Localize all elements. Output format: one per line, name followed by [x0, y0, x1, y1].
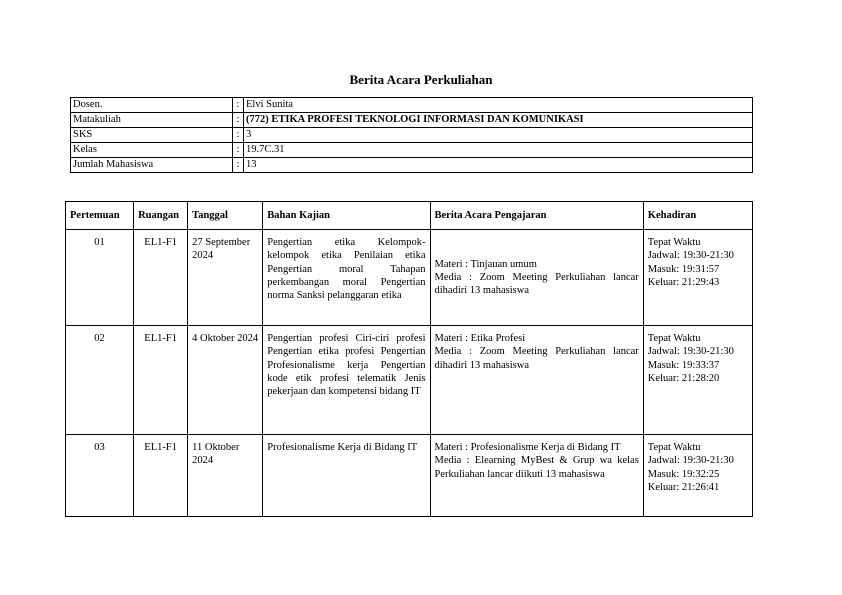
jadwal-text: Jadwal: 19:30-21:30 [647, 346, 734, 358]
materi-text: Materi : Tinjauan umum [434, 258, 537, 270]
info-value: 13 [244, 158, 753, 173]
cell-ruangan: EL1-F1 [134, 230, 188, 326]
media-text: Media : Zoom Meeting Perkuliahan lancar dihadiri 13 mahasiswa [434, 271, 639, 297]
table-row [66, 326, 753, 435]
info-label: Matakuliah [71, 113, 233, 128]
info-colon: : [233, 98, 244, 113]
table-row [66, 435, 753, 517]
jadwal-text: Jadwal: 19:30-21:30 [647, 250, 734, 262]
header-tanggal: Tanggal [188, 202, 263, 230]
materi-text: Materi : Profesionalisme Kerja di Bidang IT [434, 442, 621, 453]
info-row-dosen [71, 98, 753, 113]
info-row-sks [71, 128, 753, 143]
cell-berita-acara [430, 435, 643, 517]
header-kehadiran: Kehadiran [643, 202, 752, 230]
info-colon: : [233, 158, 244, 173]
jadwal-text: Jadwal: 19:30-21:30 [647, 455, 734, 467]
lecture-log-table [65, 201, 753, 517]
cell-pertemuan: 01 [66, 230, 134, 326]
cell-ruangan: EL1-F1 [134, 435, 188, 517]
info-row-matakuliah [71, 113, 753, 128]
keluar-text: Keluar: 21:28:20 [647, 372, 720, 384]
cell-pertemuan: 02 [66, 326, 134, 435]
info-row-jumlah-mahasiswa [71, 158, 753, 173]
page-title: Berita Acara Perkuliahan [349, 72, 493, 87]
cell-bahan-kajian: Pengertian profesi Ciri-ciri profesi Pengertian etika profesi Pengertian Profesionalisme kerja Pengertian kode etik profesi telematik Jenis pekerjaan dan kompetensi bidang IT [263, 326, 430, 435]
header-berita-acara: Berita Acara Pengajaran [430, 202, 643, 230]
keluar-text: Keluar: 21:29:43 [647, 276, 720, 288]
cell-tanggal: 4 Oktober 2024 [188, 326, 263, 435]
masuk-text: Masuk: 19:33:37 [647, 359, 720, 371]
keluar-text: Keluar: 21:26:41 [647, 481, 720, 493]
info-label: Jumlah Mahasiswa [71, 158, 233, 173]
status-text: Tepat Waktu [647, 442, 701, 453]
cell-tanggal: 11 Oktober 2024 [188, 435, 263, 517]
info-label: Dosen. [71, 98, 233, 113]
table-header-row [66, 202, 753, 230]
table-row [66, 230, 753, 326]
status-text: Tepat Waktu [647, 237, 701, 248]
info-value: 19.7C.31 [244, 143, 753, 158]
header-pertemuan: Pertemuan [66, 202, 134, 230]
info-label: Kelas [71, 143, 233, 158]
header-ruangan: Ruangan [134, 202, 188, 230]
materi-text: Materi : Etika Profesi [434, 333, 526, 344]
cell-kehadiran [643, 326, 752, 435]
cell-berita-acara [430, 326, 643, 435]
cell-ruangan: EL1-F1 [134, 326, 188, 435]
cell-pertemuan: 03 [66, 435, 134, 517]
info-value: Elvi Sunita [244, 98, 753, 113]
cell-bahan-kajian: Profesionalisme Kerja di Bidang IT [263, 435, 430, 517]
status-text: Tepat Waktu [647, 333, 701, 344]
cell-tanggal: 27 September 2024 [188, 230, 263, 326]
info-colon: : [233, 128, 244, 143]
info-label: SKS [71, 128, 233, 143]
media-text: Media : Elearning MyBest & Grup wa kelas Perkuliahan lancar diikuti 13 mahasiswa [434, 455, 639, 480]
cell-kehadiran [643, 230, 752, 326]
cell-berita-acara [430, 230, 643, 326]
masuk-text: Masuk: 19:31:57 [647, 263, 720, 275]
header-bahan-kajian: Bahan Kajian [263, 202, 430, 230]
info-value: (772) ETIKA PROFESI TEKNOLOGI INFORMASI DAN KOMUNIKASI [244, 113, 753, 128]
masuk-text: Masuk: 19:32:25 [647, 468, 720, 480]
info-colon: : [233, 143, 244, 158]
info-value: 3 [244, 128, 753, 143]
cell-kehadiran [643, 435, 752, 517]
info-colon: : [233, 113, 244, 128]
info-row-kelas [71, 143, 753, 158]
course-info-table [70, 97, 753, 173]
cell-bahan-kajian: Pengertian etika Kelompok-kelompok etika Penilaian etika Pengertian moral Tahapan perkembangan moral Pengertian norma Sanksi pelanggaran etika [263, 230, 430, 326]
media-text: Media : Zoom Meeting Perkuliahan lancar dihadiri 13 mahasiswa [434, 346, 639, 371]
